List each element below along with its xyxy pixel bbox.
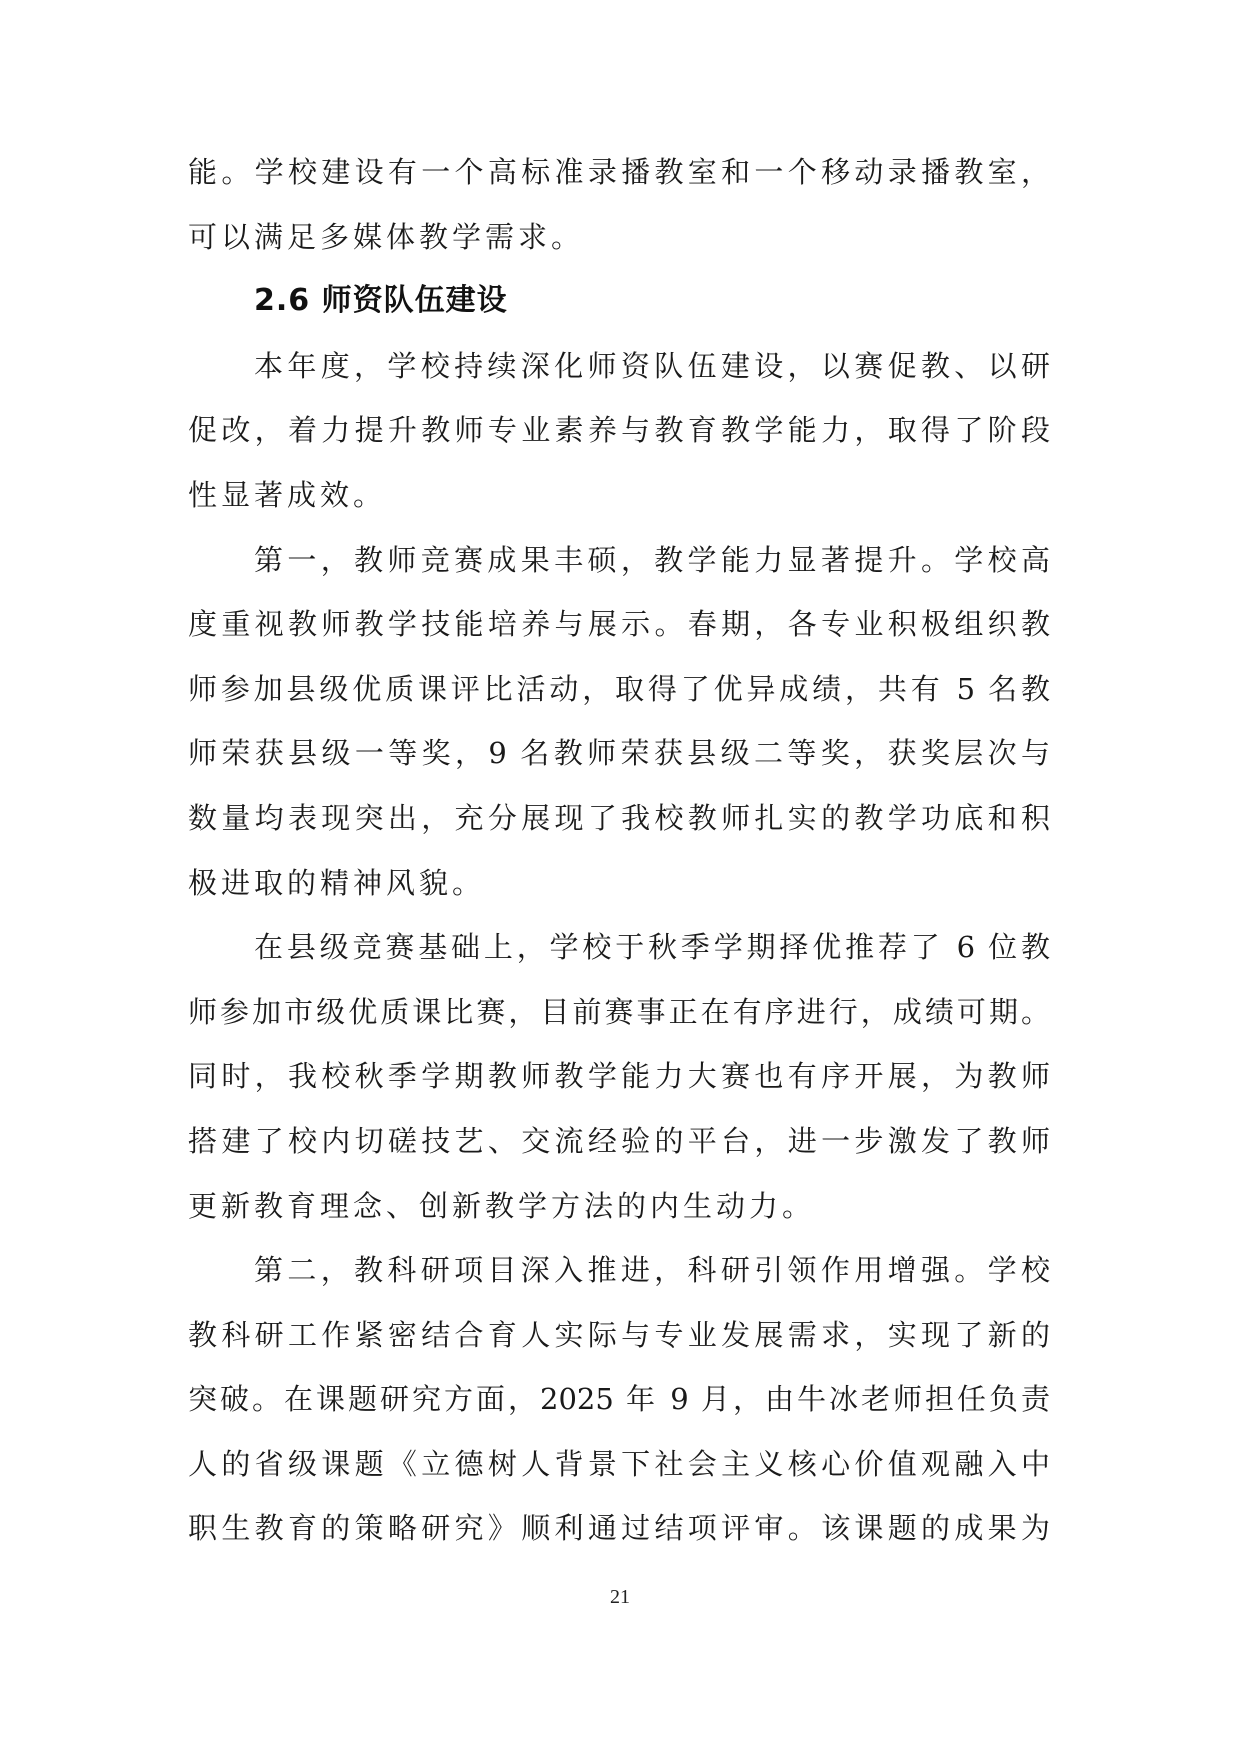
- text-line: 人的省级课题《立德树人背景下社会主义核心价值观融入中: [188, 1446, 1050, 1481]
- paragraph: [188, 915, 1050, 1238]
- text-line: 度重视教师教学技能培养与展示。春期，各专业积极组织教: [188, 607, 1050, 642]
- text-line: 第二，教科研项目深入推进，科研引领作用增强。学校: [254, 1253, 1050, 1288]
- text-line: 师参加县级优质课评比活动，取得了优异成绩，共有 5 名教: [188, 671, 1050, 706]
- paragraph: [188, 1238, 1050, 1561]
- document-page: [188, 140, 1050, 1561]
- text-line: 性显著成效。: [188, 477, 387, 512]
- text-line: 极进取的精神风貌。: [188, 865, 486, 900]
- text-line: 本年度，学校持续深化师资队伍建设，以赛促教、以研: [254, 348, 1050, 383]
- page-number: 21: [610, 1586, 630, 1608]
- text-line: 同时，我校秋季学期教师教学能力大赛也有序开展，为教师: [188, 1059, 1050, 1094]
- text-line: 能。学校建设有一个高标准录播教室和一个移动录播教室，: [188, 155, 1050, 189]
- text-line: 师参加市级优质课比赛，目前赛事正在有序进行，成绩可期。: [188, 994, 1050, 1029]
- text-line: 教科研工作紧密结合育人实际与专业发展需求，实现了新的: [188, 1317, 1050, 1352]
- text-line: 在县级竞赛基础上，学校于秋季学期择优推荐了 6 位教: [254, 930, 1050, 965]
- text-line: 第一，教师竞赛成果丰硕，教学能力显著提升。学校高: [254, 542, 1050, 577]
- text-line: 职生教育的策略研究》顺利通过结项评审。该课题的成果为: [188, 1511, 1050, 1546]
- paragraph: [188, 334, 1050, 528]
- paragraph: [188, 528, 1050, 916]
- text-line: 师荣获县级一等奖，9 名教师荣获县级二等奖，获奖层次与: [188, 736, 1050, 771]
- text-line: 数量均表现突出，充分展现了我校教师扎实的教学功底和积: [188, 800, 1050, 835]
- section-heading: 2.6 师资队伍建设: [254, 283, 508, 319]
- text-line: 可以满足多媒体教学需求。: [188, 219, 585, 254]
- text-line: 搭建了校内切磋技艺、交流经验的平台，进一步激发了教师: [188, 1123, 1050, 1158]
- text-line: 促改，着力提升教师专业素养与教育教学能力，取得了阶段: [188, 413, 1050, 448]
- text-line: 突破。在课题研究方面，2025 年 9 月，由牛冰老师担任负责: [188, 1382, 1050, 1417]
- text-line: 更新教育理念、创新教学方法的内生动力。: [188, 1188, 816, 1223]
